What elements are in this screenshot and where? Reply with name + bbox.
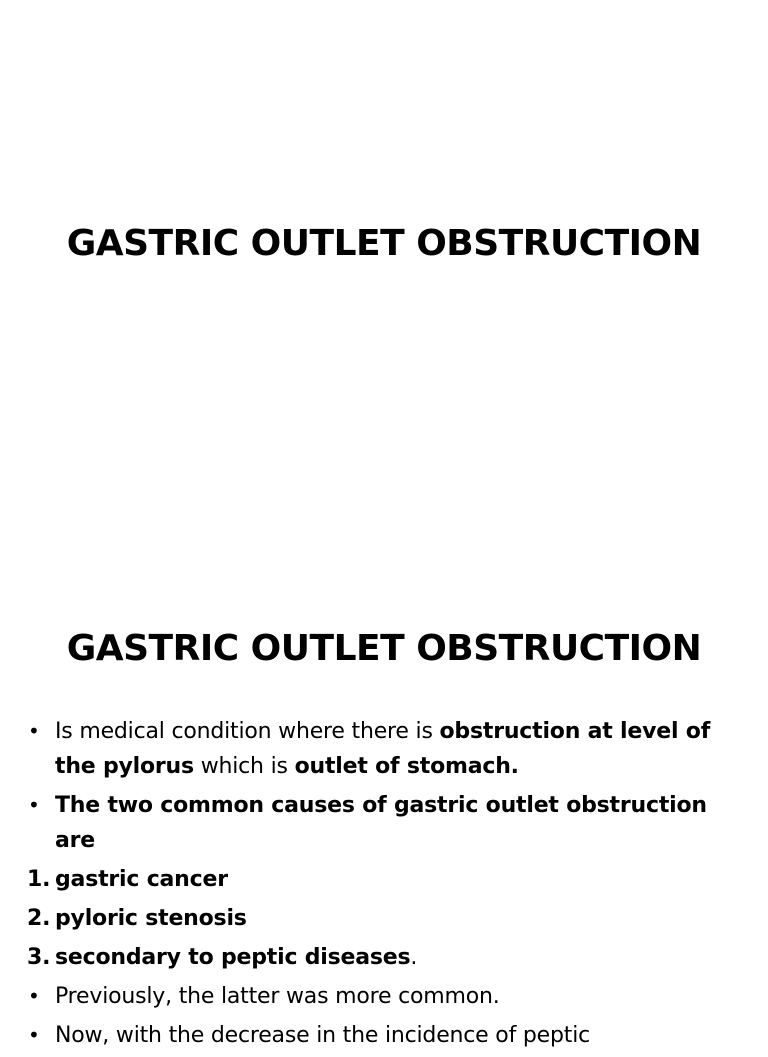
list-item	[27, 901, 747, 936]
item-text-bold: gastric cancer	[55, 867, 228, 892]
item-text: .	[410, 945, 418, 970]
list-item	[27, 788, 747, 858]
list-item	[27, 979, 747, 1014]
list-item	[27, 862, 747, 897]
number-marker: 3.	[27, 945, 51, 970]
content-slide	[0, 576, 768, 1048]
bullet-marker: •	[28, 719, 40, 743]
bullet-marker: •	[28, 984, 40, 1008]
bullet-marker: •	[28, 1023, 40, 1047]
item-text: which is	[193, 754, 295, 779]
item-text-bold: secondary to peptic diseases	[55, 945, 411, 970]
number-marker: 2.	[27, 906, 51, 931]
slide-title: GASTRIC OUTLET OBSTRUCTION	[66, 628, 702, 669]
number-marker: 1.	[27, 867, 51, 892]
item-text-bold: pyloric stenosis	[55, 906, 247, 931]
list-item	[27, 1018, 747, 1053]
list-item	[27, 940, 747, 975]
slide-title: GASTRIC OUTLET OBSTRUCTION	[66, 223, 702, 264]
item-text-bold: The two common causes of gastric outlet obstruction are	[55, 793, 707, 853]
item-text-bold: obstruction at level of the pylorus	[55, 719, 711, 779]
list-item	[27, 714, 747, 784]
item-text-bold: outlet of stomach.	[294, 754, 519, 779]
item-text: Previously, the latter was more common.	[55, 984, 500, 1009]
bullet-list	[27, 714, 747, 1057]
item-text: Is medical condition where there is	[55, 719, 440, 744]
item-text: Now, with the decrease in the incidence of peptic	[55, 1023, 591, 1048]
bullet-marker: •	[28, 793, 40, 817]
